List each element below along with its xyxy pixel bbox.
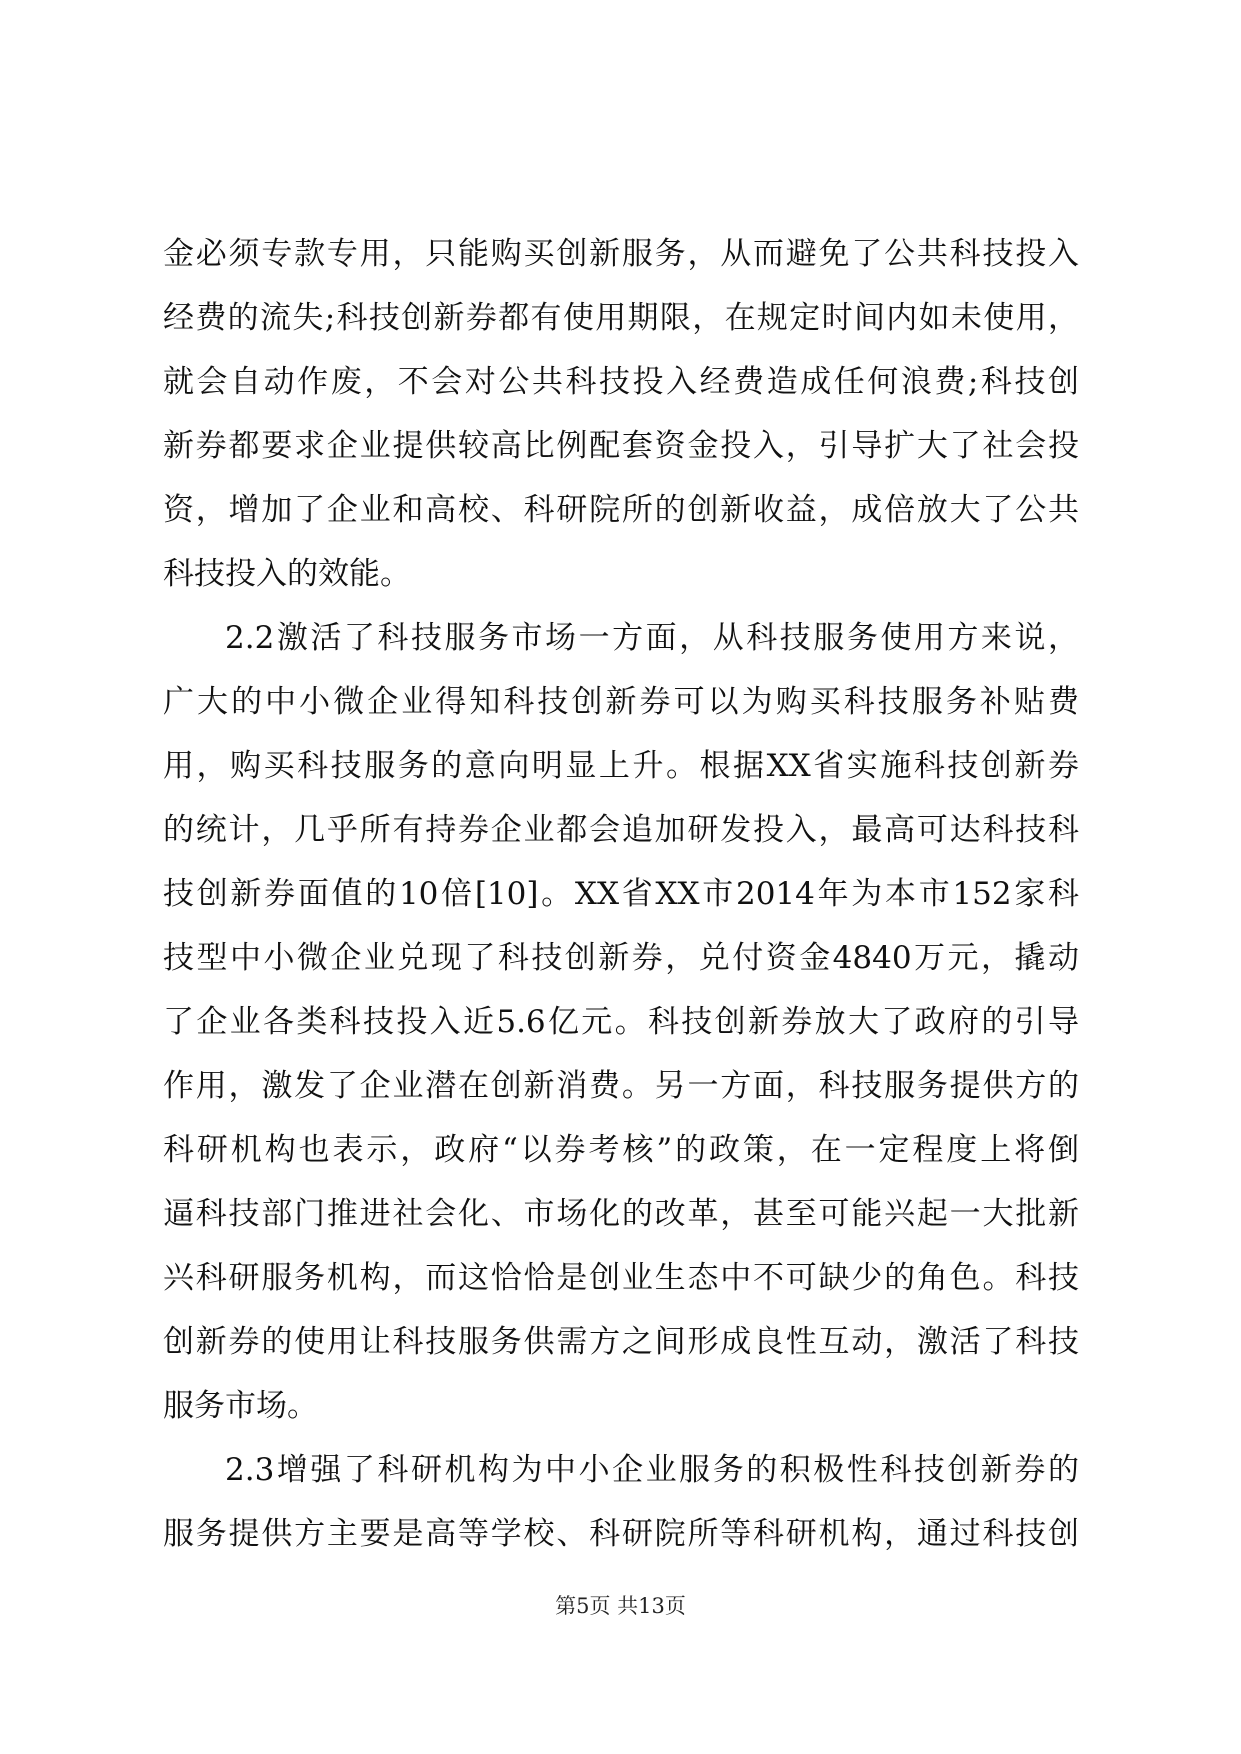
page-footer — [0, 1592, 1241, 1620]
text-line: 经费的流失;科技创新券都有使用期限，在规定时间内如未使用， — [163, 300, 1079, 336]
text-line: 广大的中小微企业得知科技创新券可以为购买科技服务补贴费 — [163, 684, 1079, 720]
text-line: 创新券的使用让科技服务供需方之间形成良性互动，激活了科技 — [163, 1324, 1079, 1360]
text-line: 用，购买科技服务的意向明显上升。根据XX省实施科技创新券 — [163, 748, 1079, 784]
page-number: 第5页 共13页 — [555, 1594, 686, 1618]
text-line: 服务市场。 — [163, 1388, 318, 1424]
text-line: 科研机构也表示，政府“以券考核”的政策，在一定程度上将倒 — [163, 1132, 1079, 1168]
text-line: 逼科技部门推进社会化、市场化的改革，甚至可能兴起一大批新 — [163, 1196, 1079, 1232]
text-line: 科技投入的效能。 — [163, 556, 411, 592]
section-heading-line: 2.3增强了科研机构为中小企业服务的积极性科技创新券的 — [225, 1452, 1079, 1488]
text-line: 资，增加了企业和高校、科研院所的创新收益，成倍放大了公共 — [163, 492, 1079, 528]
text-line: 新券都要求企业提供较高比例配套资金投入，引导扩大了社会投 — [163, 428, 1079, 464]
text-line: 服务提供方主要是高等学校、科研院所等科研机构，通过科技创 — [163, 1516, 1079, 1552]
text-line: 金必须专款专用，只能购买创新服务，从而避免了公共科技投入 — [163, 236, 1079, 272]
text-line: 技创新券面值的10倍[10]。XX省XX市2014年为本市152家科 — [163, 876, 1079, 912]
text-line: 了企业各类科技投入近5.6亿元。科技创新券放大了政府的引导 — [163, 1004, 1079, 1040]
text-line: 作用，激发了企业潜在创新消费。另一方面，科技服务提供方的 — [163, 1068, 1079, 1104]
body-text — [163, 222, 1079, 1566]
text-line: 的统计，几乎所有持券企业都会追加研发投入，最高可达科技科 — [163, 812, 1079, 848]
text-line: 技型中小微企业兑现了科技创新券，兑付资金4840万元，撬动 — [163, 940, 1079, 976]
section-heading-line: 2.2激活了科技服务市场一方面，从科技服务使用方来说， — [225, 620, 1079, 656]
text-line: 兴科研服务机构，而这恰恰是创业生态中不可缺少的角色。科技 — [163, 1260, 1079, 1296]
text-line: 就会自动作废，不会对公共科技投入经费造成任何浪费;科技创 — [163, 364, 1079, 400]
